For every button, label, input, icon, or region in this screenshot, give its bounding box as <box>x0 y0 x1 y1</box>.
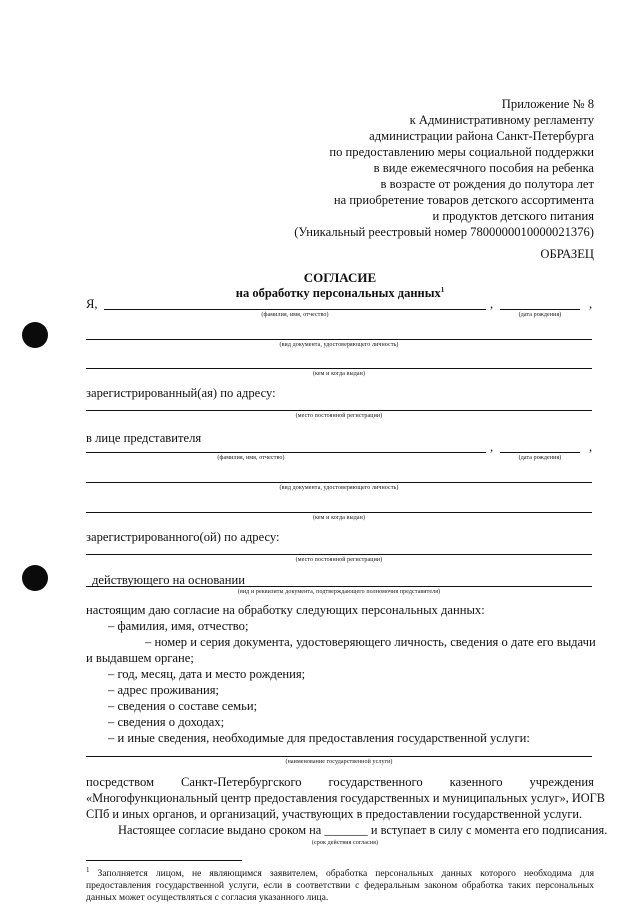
via-word: Санкт-Петербургского <box>180 775 302 789</box>
via-line-1 <box>86 776 594 789</box>
header-line: и продуктов детского питания <box>432 209 594 223</box>
rep-id-document-caption: (вид документа, удостоверяющего личность) <box>279 485 399 491</box>
issued-by-caption: (кем и когда выдан) <box>312 371 366 377</box>
header-line: администрации района Санкт-Петербурга <box>369 129 594 143</box>
rep-id-document-field[interactable] <box>86 482 592 483</box>
acting-basis-label: действующего на основании <box>92 573 245 587</box>
header-line: (Уникальный реестровый номер 7800000010000021376) <box>294 225 594 239</box>
issued-by-field[interactable] <box>86 368 592 369</box>
consent-item: и выдавшем органе; <box>86 651 194 665</box>
header-line: по предоставлению меры социальной поддержки <box>329 145 594 159</box>
birth-date-field[interactable] <box>500 309 580 310</box>
footnote-mark: 1 <box>86 865 90 874</box>
i-label: Я, <box>86 297 98 311</box>
via-word: государственного <box>328 775 423 789</box>
fio-field[interactable] <box>104 309 486 310</box>
comma: , <box>589 297 593 311</box>
fio-caption: (фамилия, имя, отчество) <box>261 312 329 318</box>
document-title: СОГЛАСИЕ <box>303 270 377 285</box>
via-word: казенного <box>449 775 503 789</box>
term-sentence <box>118 824 607 836</box>
consent-item: – год, месяц, дата и место рождения; <box>108 667 306 681</box>
footnote-ref: 1 <box>440 285 445 294</box>
rep-fio-caption: (фамилия, имя, отчество) <box>217 455 285 461</box>
via-word: учреждения <box>529 775 594 789</box>
punch-hole-top <box>22 322 48 348</box>
footnote <box>86 865 594 904</box>
service-name-field[interactable] <box>86 756 592 757</box>
id-document-field[interactable] <box>86 339 592 340</box>
rep-registered-address-label: зарегистрированного(ой) по адресу: <box>86 530 280 544</box>
via-word: посредством <box>86 775 155 789</box>
header-line: в виде ежемесячного пособия на ребенка <box>373 161 594 175</box>
rep-residence-caption: (место постоянной регистрации) <box>295 557 383 563</box>
via-line-2: «Многофункциональный центр предоставления государственных и муниципальных услуг», ИОГВ <box>86 791 605 805</box>
rep-fio-field[interactable] <box>86 452 486 453</box>
residence-field[interactable] <box>86 410 592 411</box>
footnote-divider <box>86 860 242 861</box>
rep-residence-field[interactable] <box>86 554 592 555</box>
header-line: к Административному регламенту <box>409 113 594 127</box>
consent-item: – адрес проживания; <box>108 683 219 697</box>
comma: , <box>589 440 593 454</box>
consent-intro: настоящим даю согласие на обработку следующих персональных данных: <box>86 603 485 617</box>
term-field[interactable]: _______ <box>324 823 368 837</box>
birth-date-caption: (дата рождения) <box>518 312 562 318</box>
validity-caption: (срок действия согласия) <box>311 840 379 846</box>
term-suffix: и вступает в силу с момента его подписания. <box>370 823 608 837</box>
rep-birth-date-field[interactable] <box>500 452 580 453</box>
consent-item: – фамилия, имя, отчество; <box>108 619 249 633</box>
rep-issued-by-caption: (кем и когда выдан) <box>312 515 366 521</box>
service-name-caption: (наименование государственной услуги) <box>285 759 393 765</box>
term-prefix: Настоящее согласие выдано сроком на <box>118 823 322 837</box>
registered-address-label: зарегистрированный(ая) по адресу: <box>86 386 276 400</box>
document-subtitle-text: на обработку персональных данных <box>235 286 441 300</box>
id-document-caption: (вид документа, удостоверяющего личность) <box>279 342 399 348</box>
header-line: Приложение № 8 <box>501 97 594 111</box>
rep-document-field[interactable] <box>86 586 592 587</box>
via-line-3: СПб и иных органов, и организаций, участвующих в предоставлении государственной услуги. <box>86 807 583 821</box>
rep-issued-by-field[interactable] <box>86 512 592 513</box>
comma: , <box>490 440 494 454</box>
sample-label: ОБРАЗЕЦ <box>540 247 594 261</box>
header-line: в возрасте от рождения до полутора лет <box>380 177 594 191</box>
rep-document-caption: (вид и реквизиты документа, подтверждающего полномочия представителя) <box>237 589 441 595</box>
consent-item: – номер и серия документа, удостоверяющего личность, сведения о дате его выдачи <box>145 635 596 649</box>
representative-label: в лице представителя <box>86 431 202 445</box>
comma: , <box>490 297 494 311</box>
punch-hole-bottom <box>22 565 48 591</box>
rep-birth-date-caption: (дата рождения) <box>518 455 562 461</box>
consent-item: – сведения о доходах; <box>108 715 225 729</box>
document-subtitle <box>200 286 480 301</box>
footnote-text: Заполняется лицом, не являющимся заявителем, обработка персональных данных которого необходима для предоставления государственной услуги, если в соответствии с федеральным законом обработка таких персональных данных может осуществляться с согласия указанного лица. <box>86 868 594 903</box>
consent-item: – сведения о составе семьи; <box>108 699 258 713</box>
header-line: на приобретение товаров детского ассортимента <box>333 193 594 207</box>
consent-item: – и иные сведения, необходимые для предоставления государственной услуги: <box>108 731 530 745</box>
residence-caption: (место постоянной регистрации) <box>295 413 383 419</box>
